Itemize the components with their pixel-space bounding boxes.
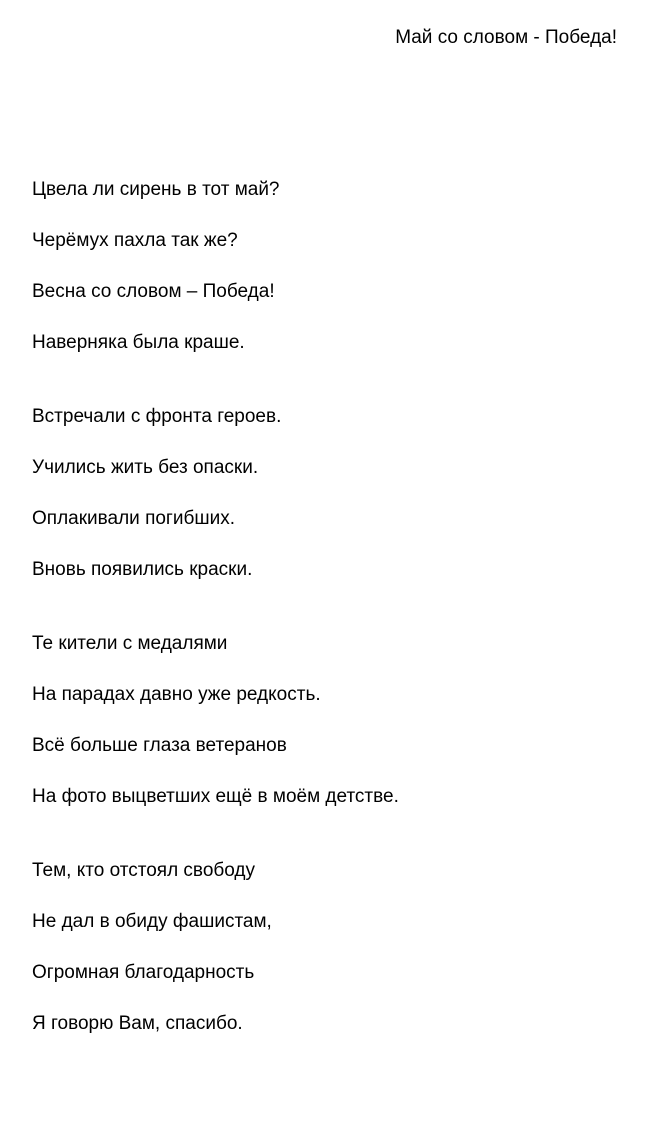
stanza-3	[32, 632, 622, 809]
poem-line: Тем, кто отстоял свободу	[32, 860, 255, 881]
poem-line: Оплакивали погибших.	[32, 508, 235, 529]
stanza-1	[32, 178, 622, 355]
poem-line: Не дал в обиду фашистам,	[32, 911, 272, 932]
poem-body	[32, 178, 622, 1086]
poem-line: Всё больше глаза ветеранов	[32, 735, 287, 756]
poem-line: Черёмух пахла так же?	[32, 230, 238, 251]
stanza-2	[32, 405, 622, 582]
poem-line: На фото выцветших ещё в моём детстве.	[32, 786, 399, 807]
poem-line: Цвела ли сирень в тот май?	[32, 179, 280, 200]
document-title: Май со словом - Победа!	[395, 27, 617, 48]
poem-line: Я говорю Вам, спасибо.	[32, 1013, 243, 1034]
poem-line: Учились жить без опаски.	[32, 457, 259, 478]
poem-line: Весна со словом – Победа!	[32, 281, 275, 302]
poem-line: Вновь появились краски.	[32, 559, 253, 580]
poem-line: Огромная благодарность	[32, 962, 255, 983]
poem-line: Встречали с фронта героев.	[32, 406, 282, 427]
poem-line: Те кители с медалями	[32, 633, 228, 654]
stanza-4	[32, 859, 622, 1036]
poem-line: Наверняка была краше.	[32, 332, 245, 353]
poem-line: На парадах давно уже редкость.	[32, 684, 321, 705]
